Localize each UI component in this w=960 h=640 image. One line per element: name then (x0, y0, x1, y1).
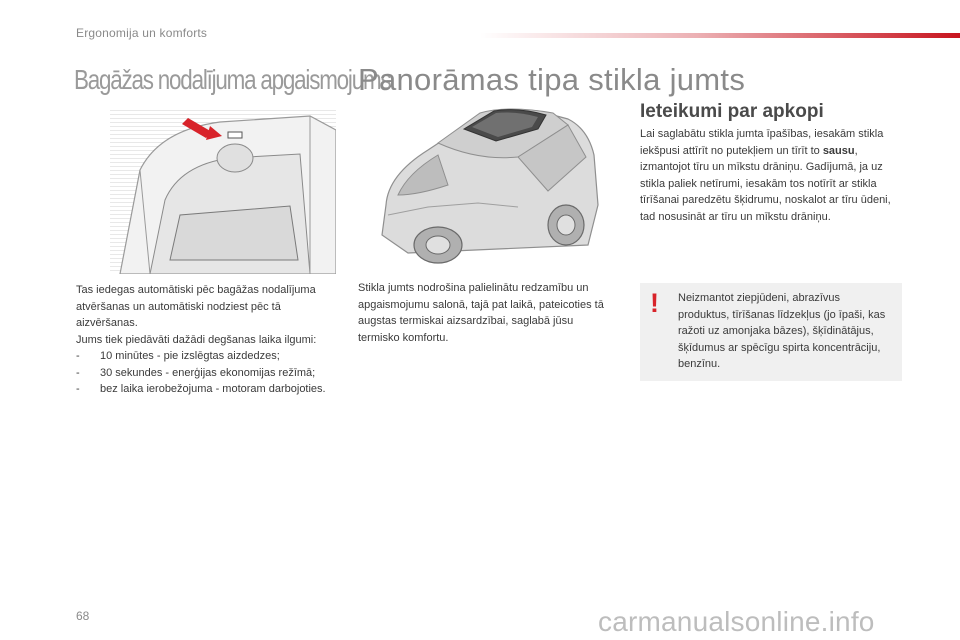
trunk-light-intro: Tas iedegas automātiski pēc bagāžas nodalījuma atvēršanas un automātiski nodziest pēc tā aizvēršanas. (76, 284, 316, 329)
header-accent-bar (480, 33, 960, 38)
warning-icon: ! (650, 288, 659, 318)
watermark: carmanualsonline.info (598, 606, 875, 637)
care-text-end: , izmantojot tīru un mīkstu drāniņu. Gadījumā, ja uz stikla paliek netīrumi, iesakām tos notīrīt ar stikla tīrīšanai paredzētu šķidrumu, noskalot ar tīru ūdeni, tad nosusināt ar tīru un mīkstu drāniņu. (640, 144, 891, 223)
trunk-light-paragraph (76, 282, 341, 398)
warning-text: Neizmantot ziepjūdeni, abrazīvus produktus, tīrīšanas līdzekļus (jo īpaši, kas ražoti uz amonjaka bāzes), šķīdinātājus, šķīdumus ar spēcīgu spirta koncentrāciju, benzīnu. (678, 292, 886, 370)
timing-intro: Jums tiek piedāvāti dažādi degšanas laika ilgumi: (76, 333, 317, 346)
trunk-light-illustration (110, 110, 336, 274)
care-paragraph (640, 126, 902, 225)
timing-list (76, 348, 341, 398)
timing-item: - 10 minūtes - pie izslēgtas aizdedzes; (76, 348, 341, 365)
timing-item: - 30 sekundes - enerģijas ekonomijas režīmā; (76, 365, 341, 382)
page-title: Panorāmas tipa stikla jumts (358, 62, 746, 97)
timing-item: - bez laika ierobežojuma - motoram darbojoties. (76, 381, 341, 398)
care-heading: Ieteikumi par apkopi (640, 101, 824, 122)
care-text-bold: sausu (822, 144, 855, 157)
care-text-start: Lai saglabātu stikla jumta īpašības, iesakām stikla iekšpusi attīrīt no putekļiem un tīrīt to (640, 128, 884, 157)
panoramic-roof-car-illustration (368, 95, 608, 271)
trunk-light-heading: Bagāžas nodalījuma apgaismojums (74, 64, 391, 95)
roof-paragraph: Stikla jumts nodrošina palielinātu redzamību un apgaismojumu salonā, tajā pat laikā, pateicoties tā augstas termiskai aizsardzībai, saglabā jūsu termisko komfortu. (358, 282, 604, 344)
running-header: Ergonomija un komforts (76, 26, 208, 40)
page-number: 68 (76, 609, 90, 623)
